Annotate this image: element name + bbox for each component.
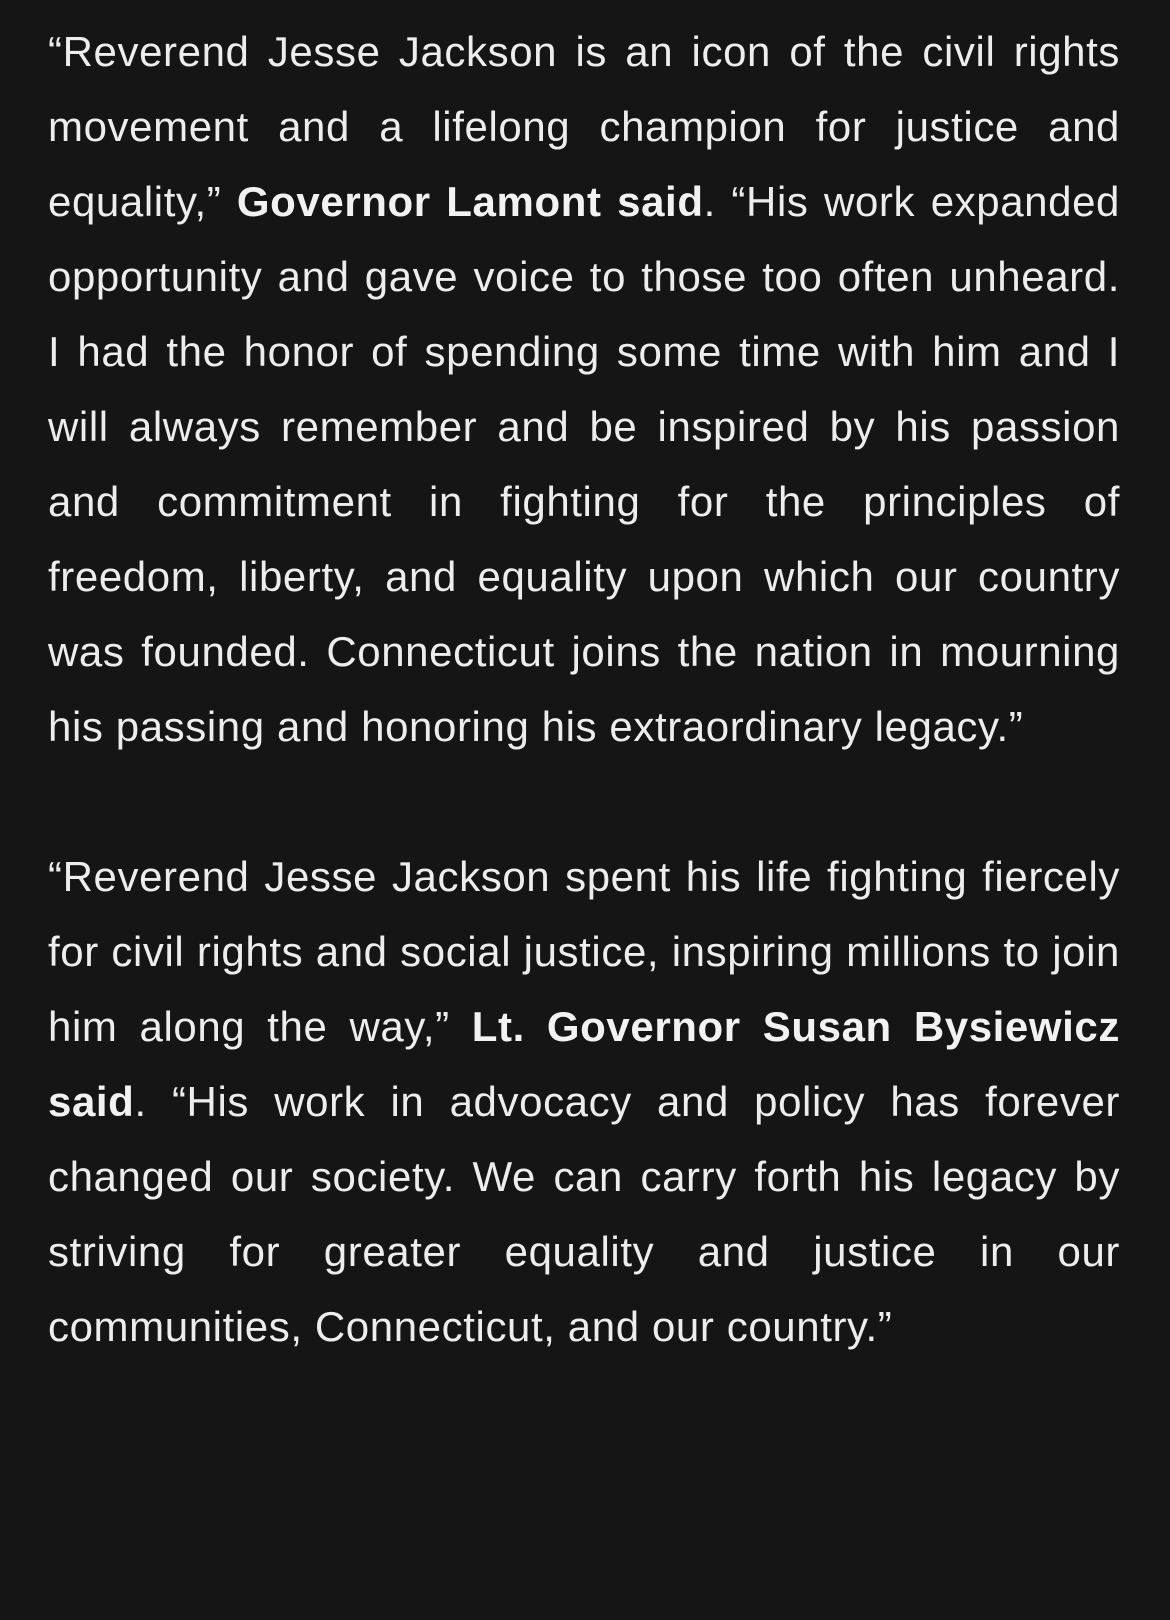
lt-governor-quote-opening: “Reverend Jesse Jackson spent his life fighting fiercely for civil rights and social justice, inspiring millions to join him along the way,” [48, 853, 1120, 1050]
governor-quote-continuation: . “His work expanded opportunity and gave voice to those too often unheard. I had the honor of spending some time with him and I will always remember and be inspired by his passion and commitment in fighting for the principles of freedom, liberty, and equality upon which our country was founded. Connecticut joins the nation in mourning his passing and honoring his extraordinary legacy.” [48, 178, 1121, 750]
lt-governor-speaker-attribution: Lt. Governor Susan Bysiewicz said [48, 1003, 1120, 1125]
governor-quote-paragraph [48, 14, 1120, 764]
governor-speaker-attribution: Governor Lamont said [236, 178, 704, 225]
lt-governor-quote-paragraph [48, 839, 1120, 1364]
governor-quote-opening: “Reverend Jesse Jackson is an icon of the civil rights movement and a lifelong champion for justice and equality,” [48, 28, 1120, 225]
lt-governor-quote-continuation: . “His work in advocacy and policy has forever changed our society. We can carry forth his legacy by striving for greater equality and justice in our communities, Connecticut, and our country.” [48, 1078, 1120, 1350]
article-body [48, 14, 1120, 1364]
